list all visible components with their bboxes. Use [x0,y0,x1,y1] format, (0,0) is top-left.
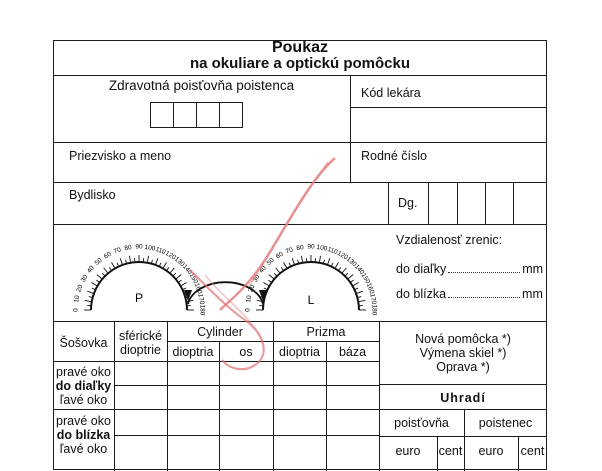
right-eye-dial-tick-label: 80 [124,244,133,252]
prism-diopter-header: dioptria [273,345,326,359]
right-eye-dial-tick-label: 170 [196,293,205,305]
right-eye-dial-tick-label: 70 [113,246,123,255]
divider [388,182,389,224]
left-eye-dial-tick-label: 170 [368,293,377,305]
option-repair[interactable]: Oprava *) [379,360,547,374]
divider [379,436,547,437]
right-eye-dial-tick-label: 120 [164,250,177,262]
left-eye-dial-tick-label: 140 [353,263,366,276]
near-unit: mm [522,287,543,301]
left-eye-dial-tick-label: 80 [296,244,305,252]
left-eye-dial-tick-label: 70 [285,246,295,255]
left-eye-dial-tick-label: 110 [326,246,338,256]
right-eye-dial-tick-label: 90 [135,244,143,251]
divider [379,384,547,385]
divider [53,75,547,76]
far-left-eye-label: ľavé oko [53,393,114,407]
right-eye-dial-tick [91,283,97,287]
right-eye-dial-tick-label: 140 [181,263,194,276]
divider [513,182,514,224]
far-label: do diaľky [396,262,446,276]
right-eye-dial-tick [85,300,92,301]
left-eye-dial-tick-label: 50 [266,257,276,267]
insurer-euro: euro [379,444,437,458]
near-right-eye-label: pravé oko [53,414,114,428]
payer-insurer: poisťovňa [379,416,464,430]
option-new-aid[interactable]: Nová pomôcka *) [379,332,547,346]
left-eye-dial-tick-label: 120 [336,250,349,262]
left-eye-dial-tick-label: 40 [258,264,268,274]
right-eye-dial-tick [102,273,105,276]
cylinder-axis-header: os [219,345,273,359]
far-distance-field[interactable] [448,262,520,273]
divider [53,142,547,143]
right-eye-dial-tick [97,275,102,279]
insurer-code-box-1[interactable] [150,102,174,128]
right-eye-dial-tick-label: 60 [103,251,113,261]
right-eye-dial-tick-label: 30 [80,273,90,283]
right-eye-dial-tick [112,262,116,268]
left-eye-dial-tick-label: 10 [245,295,253,304]
spherical-header-2: dioptrie [114,343,167,357]
left-eye-dial-tick-label: 30 [252,273,262,283]
red-strike-mark [150,150,350,380]
spherical-header-1: sférické [114,329,167,343]
insurer-label: Zdravotná poisťovňa poistenca [53,79,350,93]
insurer-cent: cent [437,444,464,458]
pupil-distance-label: Vzdialenosť zrenic: [396,233,502,247]
dial-label-p: P [135,291,143,305]
right-eye-dial-tick-label: 160 [193,282,203,295]
right-eye-dial-tick-label: 100 [144,244,156,253]
form-title: Poukaz [53,41,547,55]
near-label: do blízka [396,287,446,301]
right-eye-dial-tick [120,258,122,265]
near-distance-row [396,287,543,301]
right-eye-dial-tick-label: 150 [188,272,200,285]
divider [457,182,458,224]
payment-header: Uhradí [379,391,547,405]
left-eye-dial-tick-label: 100 [316,244,328,253]
right-eye-dial-tick [87,291,94,293]
far-right-eye-label: pravé oko [53,365,114,379]
right-eye-dial-tick [129,256,130,263]
near-left-eye-label: ľavé oko [53,442,114,456]
birth-number-label: Rodné číslo [361,149,427,163]
insurer-code-box-2[interactable] [173,102,197,128]
right-eye-dial-tick-label: 20 [75,284,84,294]
left-eye-dial-tick [356,291,363,293]
left-eye-dial-tick-label: 90 [307,244,315,251]
left-eye-dial-tick-label: 60 [275,251,285,261]
right-eye-dial-tick-label: 110 [154,246,166,256]
divider [485,182,486,224]
right-eye-dial-tick-label: 130 [173,256,186,269]
divider [350,75,351,183]
left-eye-dial-tick [358,300,365,301]
right-eye-dial-tick-label: 0 [73,308,80,312]
left-eye-dial-tick [350,280,353,282]
far-group-label: do diaľky [53,379,114,393]
insurer-code-box-4[interactable] [219,102,243,128]
form-subtitle: na okuliare a optickú pomôcku [53,57,547,71]
prism-base-header: báza [326,345,379,359]
payer-insured: poistenec [464,416,547,430]
near-group-label: do blízka [53,428,114,442]
name-label: Priezvisko a meno [69,149,171,163]
far-unit: mm [522,262,543,276]
right-eye-dial-tick-label: 180 [198,305,205,316]
right-eye-dial-tick [109,267,111,270]
insured-cent: cent [518,444,547,458]
far-distance-row [396,262,543,276]
right-eye-dial-tick-label: 10 [73,295,81,304]
right-eye-dial-tick [147,256,148,263]
insured-euro: euro [464,444,518,458]
address-label: Bydlisko [69,188,116,202]
left-eye-dial-tick-label: 0 [245,308,252,312]
lens-header: Šošovka [53,336,114,350]
right-eye-dial-tick-label: 50 [94,257,104,267]
insurer-code-box-3[interactable] [196,102,220,128]
near-distance-field[interactable] [448,287,520,298]
left-eye-dial-tick [353,283,359,287]
divider [114,385,379,386]
right-eye-dial-tick-label: 40 [86,264,96,274]
dial-label-l: L [308,293,315,307]
right-eye-dial-tick [104,268,108,273]
left-eye-dial-tick-label: 180 [370,305,377,316]
prism-header: Prizma [273,325,379,339]
divider [428,182,429,224]
divider [114,435,379,436]
left-eye-dial-tick-label: 130 [345,256,358,269]
left-eye-dial-tick-label: 150 [360,272,372,285]
diagnosis-label: Dg. [398,196,417,210]
divider [350,107,547,108]
right-eye-dial-tick [96,280,99,282]
option-lens-swap[interactable]: Výmena skiel *) [379,346,547,360]
cylinder-diopter-header: dioptria [167,345,219,359]
doctor-code-label: Kód lekára [361,86,421,100]
cylinder-header: Cylinder [167,325,273,339]
left-eye-dial-tick-label: 20 [247,284,256,294]
left-eye-dial-tick-label: 160 [365,282,375,295]
divider [53,409,547,410]
